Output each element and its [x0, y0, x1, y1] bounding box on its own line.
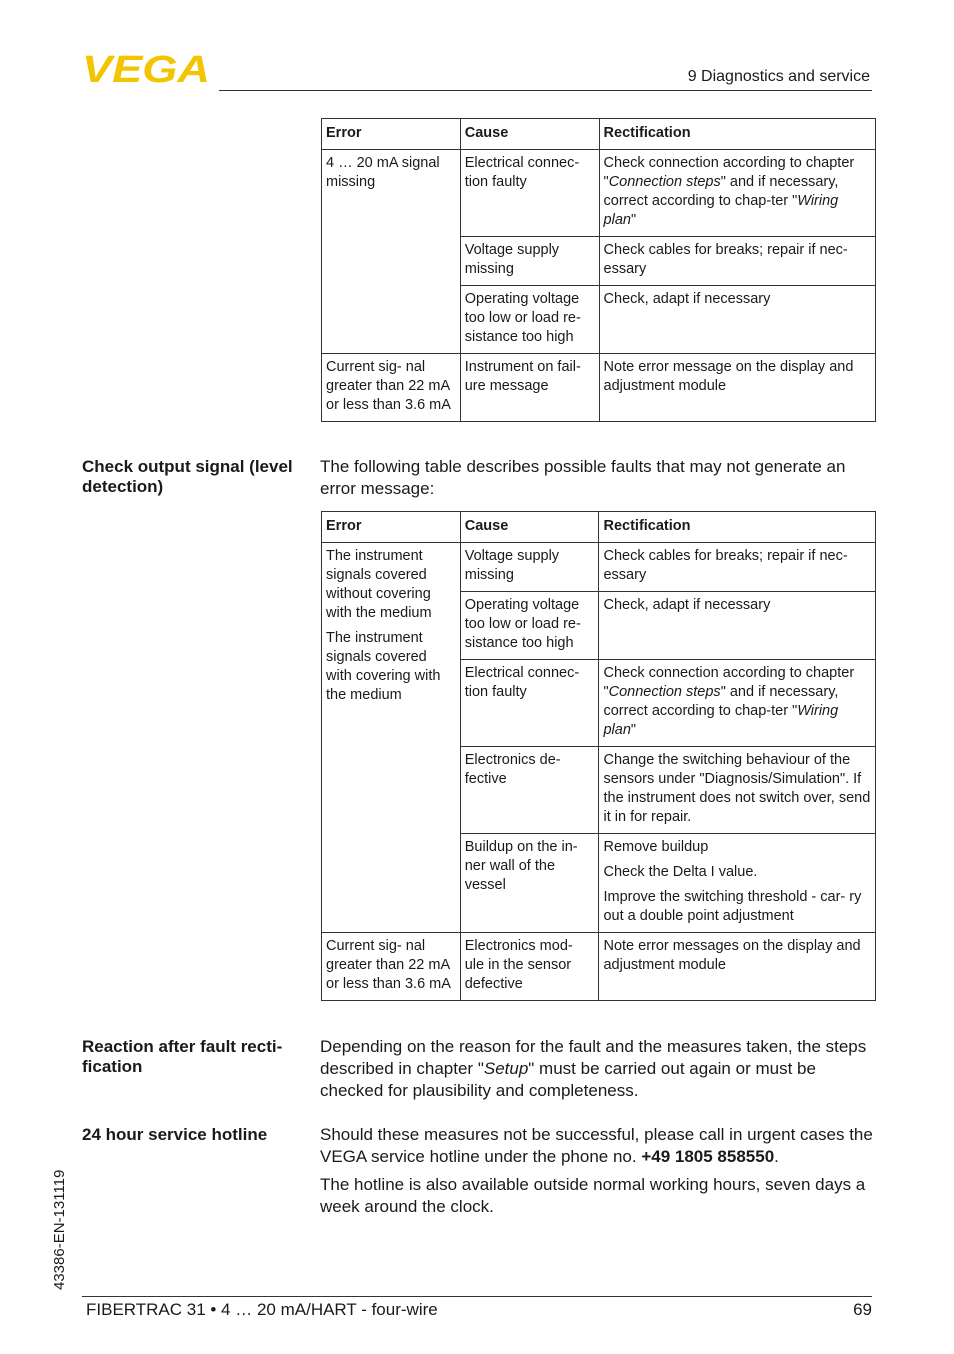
hotline-text — [320, 1124, 880, 1224]
table-header-row — [322, 119, 876, 150]
rectification-cell: Check connection according to chapter "Connection steps" and if necessary, correct according to chap-ter "Wiring plan" — [599, 150, 875, 237]
document-code — [50, 1140, 70, 1290]
label-check-output-signal: Check output signal (level detection) — [82, 457, 293, 496]
rectification-step: Check the Delta I value. — [603, 864, 758, 880]
rectification-cell: Check, adapt if necessary — [599, 286, 875, 354]
rectification-cell: Check cables for breaks; repair if nec- essary — [599, 543, 876, 592]
reaction-text: Depending on the reason for the fault and the measures taken, the steps described in chapter "Setup" must be carried out again or must be checked for plausibility and completeness. — [320, 1037, 867, 1100]
cause-cell: Operating voltage too low or load re- sistance too high — [460, 592, 599, 660]
table-row — [322, 150, 876, 237]
page-number: 69 — [853, 1300, 872, 1319]
section-heading: 9 Diagnostics and service — [687, 68, 870, 85]
table-row — [322, 354, 876, 422]
document-code-text: 43386-EN-131119 — [51, 1169, 68, 1290]
logo-text: VEGA — [82, 52, 210, 84]
rectification-cell: Change the switching behaviour of the sensors under "Diagnosis/Simulation". If the instrument does not switch over, send it in for repair. — [599, 747, 876, 834]
footer-divider — [82, 1296, 872, 1297]
error-cell — [322, 543, 461, 933]
cause-cell: Voltage supply missing — [460, 237, 599, 286]
label-reaction-after-fault: Reaction after fault recti- fication — [82, 1037, 283, 1076]
footer-document-title: FIBERTRAC 31 • 4 … 20 mA/HART - four-wire — [86, 1300, 438, 1319]
table-row — [322, 933, 876, 1001]
cause-cell: Instrument on fail- ure message — [460, 354, 599, 422]
rectification-cell: Check cables for breaks; repair if nec- essary — [599, 237, 875, 286]
cause-cell: Operating voltage too low or load re- sistance too high — [460, 286, 599, 354]
vega-logo — [82, 52, 212, 84]
rectification-cell: Check, adapt if necessary — [599, 592, 876, 660]
hotline-paragraph: Should these measures not be successful, please call in urgent cases the VEGA service hotline under the phone no. +49 1805 858550. — [320, 1125, 873, 1166]
cause-cell: Electrical connec- tion faulty — [460, 150, 599, 237]
cause-cell: Electrical connec- tion faulty — [460, 660, 599, 747]
error-cell: 4 … 20 mA signal missing — [322, 150, 461, 354]
header-divider — [219, 90, 872, 91]
rectification-step: Remove buildup — [603, 839, 709, 855]
cause-cell: Electronics de- fective — [460, 747, 599, 834]
column-header-cause: Cause — [460, 512, 599, 543]
error-text: The instrument signals covered with covering with the medium — [326, 630, 441, 703]
rectification-step: Improve the switching threshold - car- ry out a double point adjustment — [603, 889, 862, 924]
label-service-hotline: 24 hour service hotline — [82, 1125, 268, 1144]
column-header-rectification: Rectification — [599, 119, 875, 150]
table-row — [322, 543, 876, 592]
column-header-cause: Cause — [460, 119, 599, 150]
rectification-cell: Note error message on the display and adjustment module — [599, 354, 875, 422]
fault-table-level — [321, 511, 876, 1001]
error-cell: Current sig- nal greater than 22 mA or less than 3.6 mA — [322, 933, 461, 1001]
hotline-availability: The hotline is also available outside normal working hours, seven days a week around the clock. — [320, 1175, 866, 1216]
table-header-row — [322, 512, 876, 543]
cause-cell: Electronics mod- ule in the sensor defective — [460, 933, 599, 1001]
error-text: The instrument signals covered without covering with the medium — [326, 548, 432, 621]
error-cell: Current sig- nal greater than 22 mA or less than 3.6 mA — [322, 354, 461, 422]
column-header-error: Error — [322, 512, 461, 543]
rectification-cell: Check connection according to chapter "Connection steps" and if necessary, correct according to chap-ter "Wiring plan" — [599, 660, 876, 747]
rectification-cell — [599, 834, 876, 933]
column-header-rectification: Rectification — [599, 512, 876, 543]
cause-cell: Voltage supply missing — [460, 543, 599, 592]
column-header-error: Error — [322, 119, 461, 150]
cause-cell: Buildup on the in- ner wall of the vessel — [460, 834, 599, 933]
fault-table-current — [321, 118, 876, 422]
rectification-cell: Note error messages on the display and adjustment module — [599, 933, 876, 1001]
check-output-intro: The following table describes possible faults that may not generate an error message: — [320, 457, 846, 498]
